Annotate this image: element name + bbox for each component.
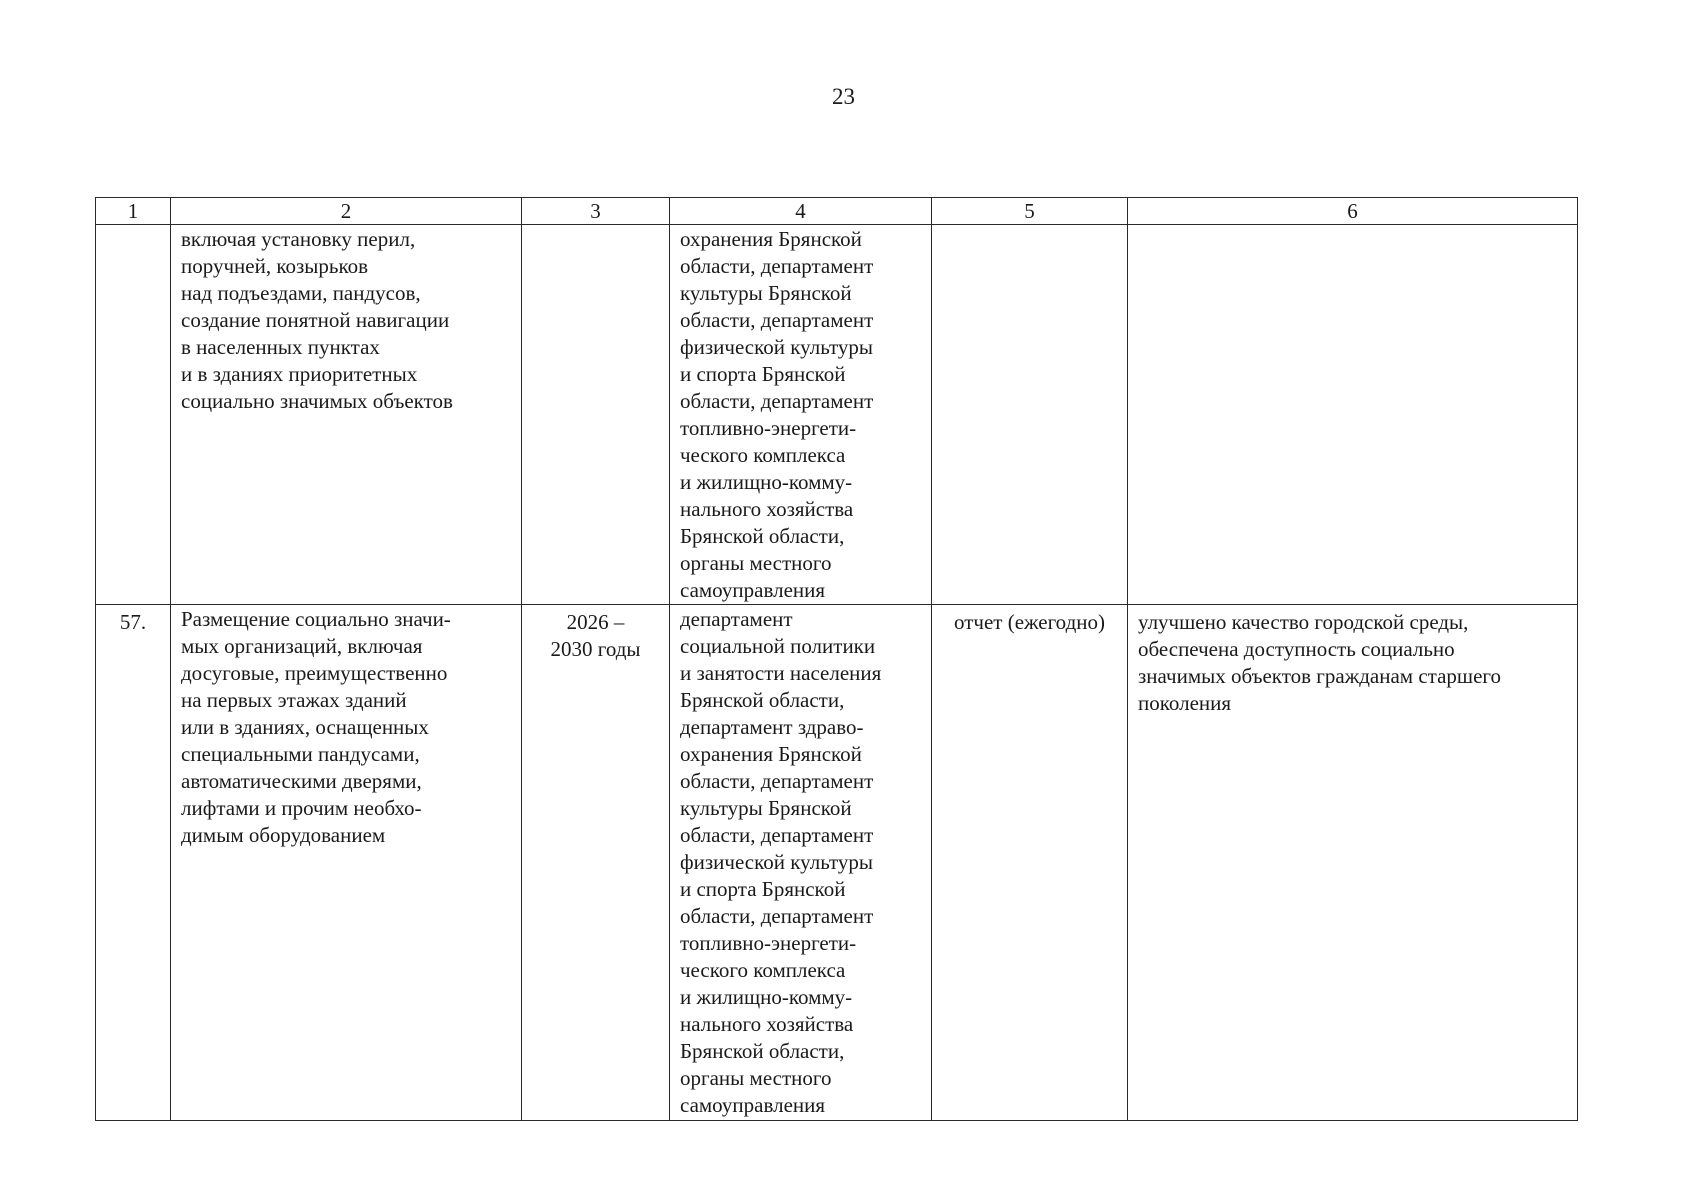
- executors-cell: [670, 605, 932, 1121]
- report-cell: [932, 605, 1128, 1121]
- measure-cell: [171, 225, 522, 605]
- row-number-cell: [96, 605, 171, 1121]
- report-text: [932, 225, 1127, 229]
- table-row: [96, 225, 1578, 605]
- measures-table: [95, 197, 1578, 1121]
- table-header-row: [96, 198, 1578, 225]
- result-text: [1128, 225, 1577, 229]
- row-number: [96, 225, 170, 229]
- table-row: [96, 605, 1578, 1121]
- column-header-2: 2: [171, 198, 522, 225]
- column-header-5: 5: [932, 198, 1128, 225]
- executors-cell: [670, 225, 932, 605]
- row-number-cell: [96, 225, 171, 605]
- measure-text: включая установку перил, поручней, козырьков над подъездами, пандусов, создание понятной навигации в населенных пунктах и в зданиях приоритетных социально значимых объектов: [181, 227, 453, 413]
- report-cell: [932, 225, 1128, 605]
- page-number: 23: [832, 84, 855, 109]
- period-text: [522, 225, 669, 229]
- result-cell: [1128, 225, 1578, 605]
- measure-text: Размещение социально значи- мых организаций, включая досуговые, преимущественно на первых этажах зданий или в зданиях, оснащенных специальными пандусами, автоматическими дверями, лифтами и прочим необхо- димым оборудованием: [181, 607, 451, 847]
- executors-text: охранения Брянской области, департамент культуры Брянской области, департамент физической культуры и спорта Брянской области, департамент топливно-энергети- ческого комплекса и жилищно-комму- нального хозяйства Брянской области, органы местного самоуправления: [680, 227, 874, 602]
- measure-cell: [171, 605, 522, 1121]
- column-header-6: 6: [1128, 198, 1578, 225]
- period-cell: [522, 225, 670, 605]
- period-text: 2026 – 2030 годы: [550, 610, 641, 661]
- column-header-1: 1: [96, 198, 171, 225]
- column-header-4: 4: [670, 198, 932, 225]
- row-number: 57.: [119, 610, 147, 634]
- result-cell: [1128, 605, 1578, 1121]
- executors-text: департамент социальной политики и занятости населения Брянской области, департамент здраво- охранения Брянской области, департамент культуры Брянской области, департамент физической культуры и спорта Брянской области, департамент топливно-энергети- ческого комплекса и жилищно-комму- нального хозяйства Брянской области, органы местного самоуправления: [680, 607, 882, 1117]
- column-header-3: 3: [522, 198, 670, 225]
- period-cell: [522, 605, 670, 1121]
- result-text: улучшено качество городской среды, обеспечена доступность социально значимых объектов гражданам старшего поколения: [1138, 610, 1501, 715]
- report-text: отчет (ежегодно): [954, 610, 1105, 634]
